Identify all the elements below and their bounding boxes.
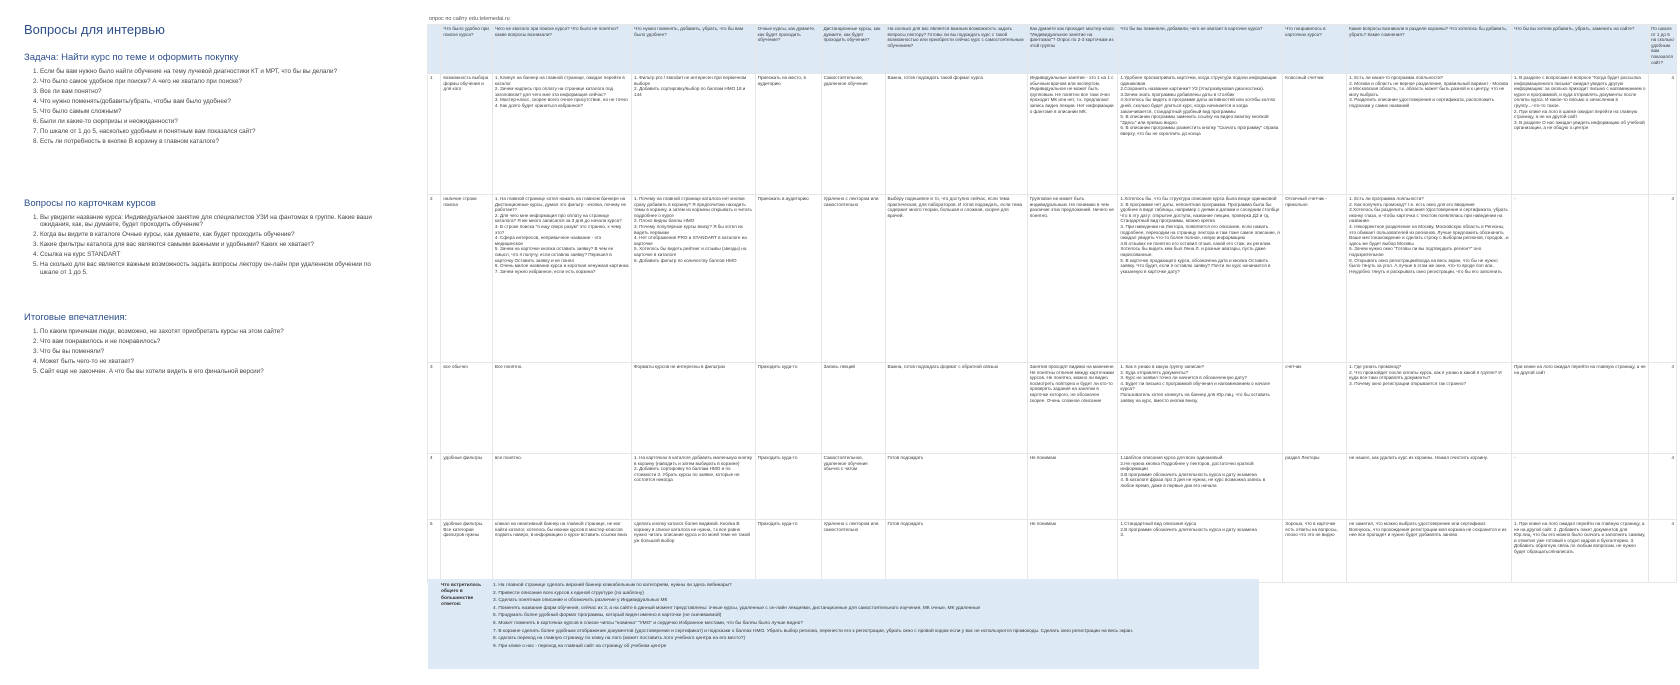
- table-cell[interactable]: Приходить куда-то: [755, 520, 821, 583]
- table-cell[interactable]: сделать кнопку каталог более видимой. Кнопка В корзину в списке каталога не нужна, т.к все равно нужно читать описание курса и по моей теме не такой уж большой выбор: [632, 520, 756, 583]
- table-cell[interactable]: Индивидуальные занятие - это 1 на 1 с обычным врачом или экспертом. Индивидуальное не может быть групповым. Не понятно все таки очно проходит МК или нет, т.к. предлагают запись видео лекции. Нет информации о фантоме в описании МК.: [1027, 74, 1118, 195]
- question-list: [24, 68, 384, 145]
- summary-item: 7. В корзине сделать более удобным отображение документов (удостоверение и сертификат) и подсказки о баллах НМО. Убрать выбор региона, перенести его к регистрации, убрать окно с провой кодом если у вас не используются промокоды. Сделать окно регистрации на весь экран.: [493, 628, 1134, 634]
- table-cell[interactable]: не заметил, что можно выбрать удостоверение или сертификат. Волнуюсь, что прохождения регистрации моя корзина не сохранится и из нее все пропадет и нужно будет добавлять заново: [1347, 520, 1512, 583]
- column-header[interactable]: Чего не хватало при поиске курса? Что было не понятно? какие вопросы возникали?: [492, 25, 631, 74]
- question-item: 8. Есть ли потребность в кнопке В корзину в главном каталоге?: [40, 138, 384, 145]
- table-cell[interactable]: не нашел, как удалить курс из корзины. Нажал очистить корзину.: [1347, 454, 1512, 520]
- common-findings-block: [428, 579, 1259, 669]
- table-cell[interactable]: Отличный счетчик - прикольно: [1283, 195, 1347, 363]
- table-cell[interactable]: 1.Шаблон описания курса для всех одинаковый 2.Не нужна кнопка Подробнее у лекторов, достаточно краткой информации 3.В программе обозначить длительность курса и дату экзамена 4. В каталоге фраза про 3 дня не нужна, не курс возможна запись в любое время, даже в первые дни его начала: [1118, 454, 1283, 520]
- row-number[interactable]: 3: [428, 363, 441, 454]
- column-header[interactable]: Что бы вы поменяли, добавили, чего не хватает в карточке курса?: [1118, 25, 1283, 74]
- table-cell[interactable]: удобные фильтры. Все категории фильтров нужны: [441, 520, 493, 583]
- summary-item: 9. При клике о нас - переход на главный сайт на страницу об учебном центре: [493, 643, 667, 649]
- table-cell[interactable]: счетчик: [1283, 363, 1347, 454]
- column-header[interactable]: Что было удобно при поиске курса?: [441, 25, 493, 74]
- question-item: 1. Вы увидели название курса: Индивидуальное занятие для специалистов УЗИ на фантомах в группе. Какие ваши ожидания, как, вы думаете, будет проходить обучение?: [40, 214, 384, 229]
- response-row: [428, 195, 1677, 363]
- table-cell[interactable]: Удаленно с лектором или самостоятельно: [821, 195, 885, 363]
- table-cell[interactable]: Готов подождать: [885, 520, 1027, 583]
- row-number[interactable]: 1: [428, 74, 441, 195]
- response-row: [428, 520, 1677, 583]
- question-item: 4. Ссылка на курс STANDART: [40, 251, 384, 258]
- question-item: 5. Что было самым сложным?: [40, 108, 384, 115]
- table-cell[interactable]: 1. Есть ли какая-то программа лояльности? 2. Москва и область не верное разделение, правильный вариант - Москва и Московская область, т.к. область может быть разной и к центру, что не могу выбрать. 3. Разделить описание удостоверения и сертификата, расположить подсказки у самих названий: [1347, 74, 1512, 195]
- table-cell[interactable]: Готов подождать: [885, 454, 1027, 520]
- table-cell[interactable]: наличие строки поиска: [441, 195, 493, 363]
- question-item: 7. По шкале от 1 до 5, насколько удобным и понятным вам показался сайт?: [40, 128, 384, 135]
- column-header[interactable]: Что нужно поменять, добавить, убрать, что бы вам было удобнее?: [632, 25, 756, 74]
- table-cell[interactable]: Важна, готов подождать такой формат курса: [885, 74, 1027, 195]
- table-cell[interactable]: 1.Хотелось бы, что бы структура описания курса была везде одинаковой 2. В программе нет даты, непонятная программа. Программа была бы удобнее в виде таблицы, например с днями и датами и соседним столбце что в эту дату: открытие доступа, название лекции, проверка ДЗ и тд. Стандартный вид программы, можно крепко 3. При наведении на Лектора, появляется его описание, если нажать подробнее, переходим на страницу лектора и там тоже самое описание, я ожидал увидеть что-то более полное, новую информацию 4.В отзывах не понятно кто оставил отзыв, какой его стаж, их регалии. Хотелось бы видеть кем был Лена Л. и разные аватары, пусть даже нарисованные. 5. В карточке продающего курса, обозначена дата и кнопка Оставить заявку. Что будет, если я оставлю заявку? Почти ли курс начинается в указанную в карточке дату?: [1118, 195, 1283, 363]
- question-list: [24, 328, 384, 375]
- table-cell[interactable]: Приходить куда-то: [755, 363, 821, 454]
- table-cell[interactable]: 1. При клике на лого ожидал перейти на главную страницу, а не на другой сайт. 2. Добавить пакет документов для Юр.лиц, что бы его можно было скачать и заполнить самому, и отметил уже готовый к отдел кадров и бухгалтерию. 3. Добавить обратную связь по любым вопросам, не нужно будет обращаться/написать: [1512, 520, 1649, 583]
- table-cell[interactable]: 1.Стандартный вид описания курса 2.В программе обозначить длительность курса и дату экзамена 3.: [1118, 520, 1283, 583]
- table-cell[interactable]: При клике на лого ожидал перейти на главную страницу, а не на другой сайт: [1512, 363, 1649, 454]
- column-header[interactable]: [428, 25, 441, 74]
- column-header[interactable]: Какие вопросы возникали в разделе корзины? Что хотелось бы добавить, убрать? Какие сомнения?: [1347, 25, 1512, 74]
- question-item: 4. Может быть чего-то не хватает?: [40, 358, 384, 365]
- column-header[interactable]: Дистанционные курсы, как думаете, как будет проходить обучение?: [821, 25, 885, 74]
- table-cell[interactable]: 1. Почему на главной странице каталога нет кнопки сразу добавить в корзину? Я предпочитаю находить темы в корзину, а затем из корзины открывать и читать подробнее о курсе 2. Плохо видны баллы НМО 3. Почему популярные курсы внизу? Я бы хотел их видеть первыми 4. Нет отображения PRO и STANDART в каталоге на карточке 5. Хотелось бы видеть рейтинг и отзывы (звезды) на карточке в каталоге 6. Добавить фильтр по количеству баллов НМО: [632, 195, 756, 363]
- responses-table: [427, 24, 1677, 583]
- column-header[interactable]: Как думаете как проходит мастер-класс "Индивидуальное занятие на фантомах"? Опрос по 2-3 карточкам из этой группы: [1027, 25, 1118, 74]
- table-cell[interactable]: все обычно: [441, 363, 493, 454]
- table-cell[interactable]: 4: [1649, 454, 1677, 520]
- table-cell[interactable]: Хорошо, что в карточке есть ответы на вопросы, плохо что это не видно: [1283, 520, 1347, 583]
- question-item: 2. Что было самое удобное при поиске? А чего не хватало при поиске?: [40, 78, 384, 85]
- response-row: [428, 454, 1677, 520]
- table-cell[interactable]: удобные фильтры: [441, 454, 493, 520]
- table-cell[interactable]: 1.Удобнее просматривать карточки, когда структура подачи информации одинаковая. 2.Сохранить название картинки? УЗ (Ультразвуковая диагностика). 3.Зачем знать программы добавлены даты в столбик 4.Хотелось бы видеть в программе даты активностей или хотябы кол-во дней, сколько будет длиться курс, когда начинается и когда заканчивается, стандартный удобный вид программы 5. В описании программы заменить ссылку на видео визитку кнопкой "Здесь" или превью видео. 6. В описании программы разместить кнопку "Скачать программу" справа вверху, что бы не скроллить до конца: [1118, 74, 1283, 195]
- section-final: [24, 312, 384, 378]
- summary-item: 4. Поменять название форм обучения, сейчас их 3, а на сайте в данный момент представлены: очные курсы, удаленные с он-лайн лекциями, дистанционные для самостоятельного изучения, МК очные, МК удаленные: [493, 605, 981, 611]
- row-number[interactable]: 4: [428, 454, 441, 520]
- question-item: 1. Если бы вам нужно было найти обучение на тему лучевой диагностики КТ и МРТ, что бы вы делали?: [40, 68, 384, 75]
- question-item: 6. Были ли какие-то сюрпризы и неожиданности?: [40, 118, 384, 125]
- table-cell[interactable]: Выберу подешевле и то, что доступно сейчас, если тема практическая, для лабораторов. И готов подождать, если тема содержит много теории, большая и сложная, скорее для врачей.: [885, 195, 1027, 363]
- table-cell[interactable]: 1. На главной странице хотел нажать на главном баннере на Дистанционные курсы, думал это фильтр - кнопка, почему не работает? 2. Для чего мне информация про оплату на странице каталога? Я же много записался за 3 дня до начала курса? 3. В строке поиска "я ищу сверх разум" это странно, к чему это? 4. Сфера интересов, непривычное название - это медицинское 5. Зачем на карточке кнопка оставить заявку? В чем ее смысл, что я получу, если оставлю заявку? Перешел в карточку Оставить заявку и не понял 6. Очень милое название курса и короткая ненужная картинка 7. Зачем нужно избранное, если есть корзина?: [492, 195, 631, 363]
- table-cell[interactable]: -: [1512, 195, 1649, 363]
- table-cell[interactable]: 4: [1649, 363, 1677, 454]
- page-title: Вопросы для интервью: [24, 22, 165, 37]
- summary-item: 6. Может поменять в карточках курсов в списке чипсы "новинка" "УМО" и сердечко Избранное местами, что бы баллы было лучше видно?: [493, 620, 803, 626]
- table-cell[interactable]: Форматы курсов не интересны в фильтрах: [632, 363, 756, 454]
- table-cell[interactable]: Самостоятельное, удаленное обучение: [821, 74, 885, 195]
- question-item: 3. Все ли вам понятно?: [40, 88, 384, 95]
- summary-item: 2. Привести описание всех курсов к единой структуре (по шаблону): [493, 590, 644, 596]
- summary-item: 5. Продумать более удобный формат программы, который виден именно в карточке (не скачиваемой): [493, 613, 722, 619]
- table-cell[interactable]: кликал на неактивный баннер на главной странице, не мог найти каталог, хотелось бы иконки курсов в мастер-классов подвить наверх, в информацию о курсе вставить ссылки вниз: [492, 520, 631, 583]
- table-cell[interactable]: раздел Лекторы: [1283, 454, 1347, 520]
- column-header[interactable]: Очные курсы, как думаете, как будет проходить обучение?: [755, 25, 821, 74]
- table-cell[interactable]: 4: [1649, 74, 1677, 195]
- table-cell[interactable]: Приезжать в аудиторию: [755, 195, 821, 363]
- question-list: [24, 214, 384, 276]
- questions-panel: [0, 0, 420, 685]
- header-row: [428, 25, 1677, 74]
- table-cell[interactable]: Важна, готов подождать формат с обратной связью: [885, 363, 1027, 454]
- table-cell[interactable]: 1. В разделе с вопросами в вопросе "Когда будет рассылка информационного письма" ожидал увидеть другую информацию: за сколько приходит письмо с напоминанием о курсе и программой, и куда отправлять документы после оплаты курса. И какое-то письмо о зачислении в группу....что-то такое. 2. При клике на лого в шапке ожидал перейти на главную страницу, а не на другой сайт 3. В разделе О нас ожидал увидеть информацию об учебной организации, а не общую о центре: [1512, 74, 1649, 195]
- column-header[interactable]: Что понравилось в карточках курса?: [1283, 25, 1347, 74]
- table-cell[interactable]: Не понимаю: [1027, 520, 1118, 583]
- question-item: 2. Что вам понравилось и не понравилось?: [40, 338, 384, 345]
- column-header[interactable]: Что бы вы хотели добавить, убрать, заменить на сайте?: [1512, 25, 1649, 74]
- table-cell[interactable]: Приезжать на место, в аудиторию: [755, 74, 821, 195]
- table-cell[interactable]: Запись лекций: [821, 363, 885, 454]
- section-title: Итоговые впечатления:: [24, 312, 128, 323]
- question-item: 1. По каким причинам люди, возможно, не захотят приобретать курсы на этом сайте?: [40, 328, 384, 335]
- summary-label: Что встретилось общего в большинстве ответов:: [441, 583, 482, 608]
- table-cell[interactable]: Занятия проходят видимо на манекене. Не понятны отличия между карточками курсов. Не понятно, можно ли видео посмотреть повторно и будет ли кто-то проверять задания на занятии в карточке которого, не обозначен скорее. Очень сложное описание: [1027, 363, 1118, 454]
- question-item: 3. Какие фильтры каталога для вас являются самыми важными и удобными? Каких не хватает?: [40, 241, 384, 248]
- table-cell[interactable]: 1. Где узнать промокод? 2. Что произойдет после оплаты курса, как я узнаю в какой я группе? И куда все-таки отправлять документы? 3. Почему окно регистрации открывается так странно?: [1347, 363, 1512, 454]
- section-title: Задача: Найти курс по теме и оформить покупку: [24, 52, 239, 63]
- table-cell[interactable]: -: [1512, 454, 1649, 520]
- question-item: 3. Что бы вы поменяли?: [40, 348, 384, 355]
- response-row: [428, 363, 1677, 454]
- table-cell[interactable]: возможность выбора формы обучения и для кого: [441, 74, 493, 195]
- table-cell[interactable]: все понятно.: [492, 454, 631, 520]
- response-row: [428, 74, 1677, 195]
- table-cell[interactable]: 1. Фильтр pro / standart не интересен при первичном выборе 2. Добавить сортировку/выбор по баллам НМО 18 и 144: [632, 74, 756, 195]
- summary-list: [493, 582, 1253, 650]
- table-cell[interactable]: 1. Как я узнаю в какую группу записан? 2. Куда отправлять документы? 3. Курс не заявил точно ли начнется в обозначенную дату? 4. Будет ли письмо с программой обучения и напоминанием о начале курса? Пользователь хотел кликнуть на баннер для Юр.лиц, что бы оставить заявку на курс, вместо кнопки внизу.: [1118, 363, 1283, 454]
- question-item: 5. На сколько для вас является важным возможность задать вопросы лектору он-лайн при удаленном обучении по шкале от 1 до 5.: [40, 261, 384, 276]
- row-number[interactable]: 5: [428, 520, 441, 583]
- question-item: 4. Что нужно поменять/добавить/убрать, чтобы вам было удобнее?: [40, 98, 384, 105]
- column-header[interactable]: По шкале от 1 до 5 на сколько удобным вам показался сайт?: [1649, 25, 1677, 74]
- column-header[interactable]: На сколько для вас является важным возможность задать вопросы лектору? Готовы ли вы подождать курс с такой возможностью или приобрести сейчас курс с самостоятельным обучением?: [885, 25, 1027, 74]
- table-cell[interactable]: 4: [1649, 520, 1677, 583]
- table-cell[interactable]: Самостоятельное, удаленное обучение обычно с чатом: [821, 454, 885, 520]
- table-cell[interactable]: Классный счетчик: [1283, 74, 1347, 195]
- question-item: 2. Когда вы видите в каталоге Очные курсы, как думаете, как будет проходить обучение?: [40, 231, 384, 238]
- section-title: Вопросы по карточкам курсов: [24, 198, 156, 209]
- table-cell[interactable]: 4: [1649, 195, 1677, 363]
- table-cell[interactable]: 1. На карточках в каталоге добавить маленькую кнопку в корзину (наводить и затем выбирать в корзине) 2. Добавить сортировку по баллам НМО и по стоимости 3. Убрать курсы по заявке, которые не состоятся никогда: [632, 454, 756, 520]
- sheet-title[interactable]: опрос по сайту edu.telemedai.ru: [429, 16, 510, 22]
- table-cell[interactable]: Не понимаю: [1027, 454, 1118, 520]
- summary-item: 8. сделать переход на главную страницу по клику на лого (может поставить лого учебного центра на его место?): [493, 636, 746, 642]
- section-task: [24, 52, 384, 148]
- table-cell[interactable]: 1. Клинул на баннер на главной странице, ожидал перейти в каталог 2. Зачем надпись про оплату на странице каталога под заголовком? для чего мне эта информация сейчас? 3. Мастер-класс, скорее всего очное присутствие, но не точно 4. Как долго будет храниться избранное?: [492, 74, 631, 195]
- summary-item: 1. На главной странице сделать верхний баннер кликабельным по категориям, нужны ли здесь вебинары?: [493, 583, 732, 588]
- table-cell[interactable]: Удаленно с лектором или самостоятельно: [821, 520, 885, 583]
- question-item: 5. Сайт еще не закончен. А что бы вы хотели видеть в его финальной версии?: [40, 368, 384, 375]
- table-cell[interactable]: 1. Есть ли программа лояльности? 2. Как получить промокод? т.е. есть окно для его введения 3.Хотелось бы разделить описания Удостоверения и сертификата, убрать иконку глаза, и чтобы карточка с текстом появлялась при наведении на название. 4. Некорректное разделение на Москву, Московскую область и Регионы, это обижает пользователей из регионов. Лучше предложить обозначить Ваше местонахождение и сделать строку с выбором регионов, городов...и здесь же будет выбор Москвы 5. Зачем нужно окно "Готовы ли вы подтвердить регион?" оно подозрительное 6. Открывать окно регистрации/входа на весь экран, что бы не нужно было тянуть за угол. А лучше в этом же окне, что-то вроде поп апа. Неудобно тянуть и раскрывать окно регистрации, что бы его заполнить: [1347, 195, 1512, 363]
- table-cell[interactable]: Все понятно.: [492, 363, 631, 454]
- summary-item: 3. Сделать понятным описание и обозначить различие у Индивидуальных МК: [493, 598, 668, 604]
- table-cell[interactable]: Приходить куда-то: [755, 454, 821, 520]
- section-cards: [24, 198, 384, 279]
- row-number[interactable]: 2: [428, 195, 441, 363]
- table-cell[interactable]: Групповое не может быть индивидуальным. Не понимаю в чем различие этих предложений. Ничего не понятно.: [1027, 195, 1118, 363]
